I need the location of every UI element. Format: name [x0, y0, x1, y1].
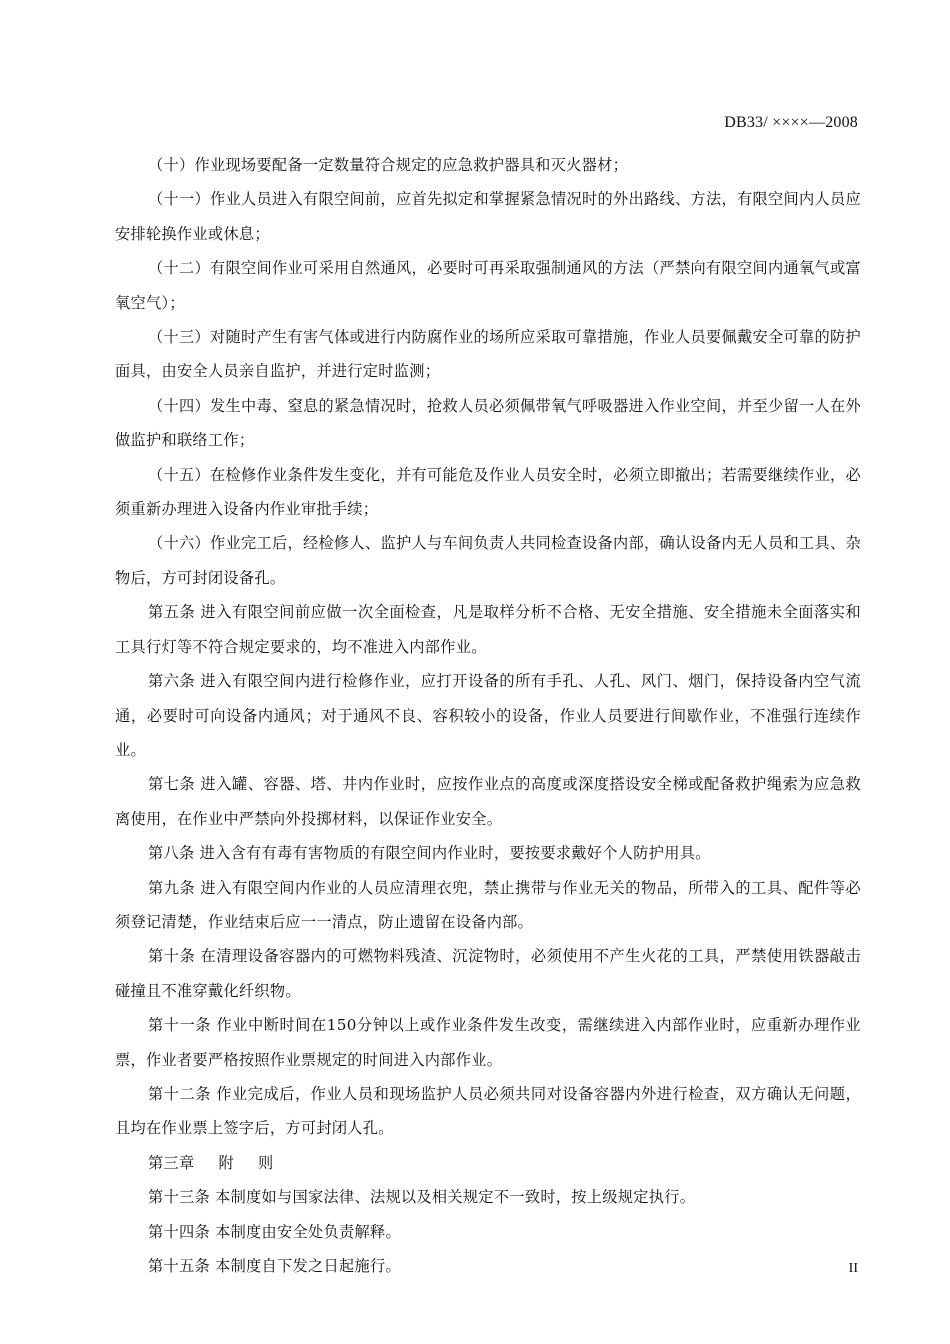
chapter-title-2: 则 — [257, 1153, 274, 1172]
article-10: 第十条 在清理设备容器内的可燃物料残渣、沉淀物时，必须使用不产生火花的工具，严禁使用铁器敲击碰撞且不准穿戴化纤织物。 — [115, 947, 861, 1000]
article-5: 第五条 进入有限空间前应做一次全面检查，凡是取样分析不合格、无安全措施、安全措施未全面落实和工具行灯等不符合规定要求的，均不准进入内部作业。 — [115, 603, 861, 656]
clause-13: （十三）对随时产生有害气体或进行内防腐作业的场所应采取可靠措施，作业人员要佩戴安全可靠的防护面具，由安全人员亲自监护，并进行定时监测； — [115, 328, 861, 381]
clause-11: （十一）作业人员进入有限空间前，应首先拟定和掌握紧急情况时的外出路线、方法，有限空间内人员应安排轮换作业或休息； — [115, 190, 861, 243]
document-body — [115, 148, 861, 1283]
chapter-heading — [115, 1146, 861, 1180]
article-7: 第七条 进入罐、容器、塔、井内作业时，应按作业点的高度或深度搭设安全梯或配备救护绳索为应急救离使用，在作业中严禁向外投掷材料，以保证作业安全。 — [115, 775, 861, 828]
article-15: 第十五条 本制度自下发之日起施行。 — [148, 1257, 401, 1275]
document-code: DB33/ ××××—2008 — [724, 114, 858, 131]
article-12: 第十二条 作业完成后，作业人员和现场监护人员必须共同对设备容器内外进行检查，双方确认无问题，且均在作业票上签字后，方可封闭人孔。 — [115, 1084, 861, 1138]
article-11: 第十一条 作业中断时间在150分钟以上或作业条件发生改变，需继续进入内部作业时，应重新办理作业票，作业者要严格按照作业票规定的时间进入内部作业。 — [115, 1016, 861, 1069]
article-14: 第十四条 本制度由安全处负责解释。 — [148, 1222, 401, 1241]
article-6: 第六条 进入有限空间内进行检修作业，应打开设备的所有手孔、人孔、风门、烟门，保持设备内空气流通，必要时可向设备内通风；对于通风不良、容积较小的设备，作业人员要进行间歇作业，不准强行连续作业。 — [115, 672, 861, 759]
clause-12: （十二）有限空间作业可采用自然通风，必要时可再采取强制通风的方法（严禁向有限空间内通氧气或富氧空气）； — [115, 259, 861, 312]
clause-14: （十四）发生中毒、窒息的紧急情况时，抢救人员必须佩带氧气呼吸器进入作业空间，并至少留一人在外做监护和联络工作； — [115, 396, 861, 450]
clause-16: （十六）作业完工后，经检修人、监护人与车间负责人共同检查设备内部，确认设备内无人员和工具、杂物后，方可封闭设备孔。 — [115, 534, 861, 587]
article-9: 第九条 进入有限空间内作业的人员应清理衣兜，禁止携带与作业无关的物品，所带入的工具、配件等必须登记清楚，作业结束后应一一清点，防止遗留在设备内部。 — [115, 878, 861, 931]
clause-10: （十）作业现场要配备一定数量符合规定的应急救护器具和灭火器材； — [148, 156, 629, 174]
page-number: II — [848, 1261, 858, 1276]
article-13: 第十三条 本制度如与国家法律、法规以及相关规定不一致时，按上级规定执行。 — [148, 1188, 696, 1207]
chapter-label: 第三章 — [148, 1153, 195, 1172]
clause-15: （十五）在检修作业条件发生变化，并有可能危及作业人员安全时，必须立即撤出；若需要继续作业，必须重新办理进入设备内作业审批手续； — [115, 465, 861, 519]
chapter-title-1: 附 — [218, 1153, 234, 1172]
article-8: 第八条 进入含有有毒有害物质的有限空间内作业时，要按要求戴好个人防护用具。 — [148, 844, 711, 863]
